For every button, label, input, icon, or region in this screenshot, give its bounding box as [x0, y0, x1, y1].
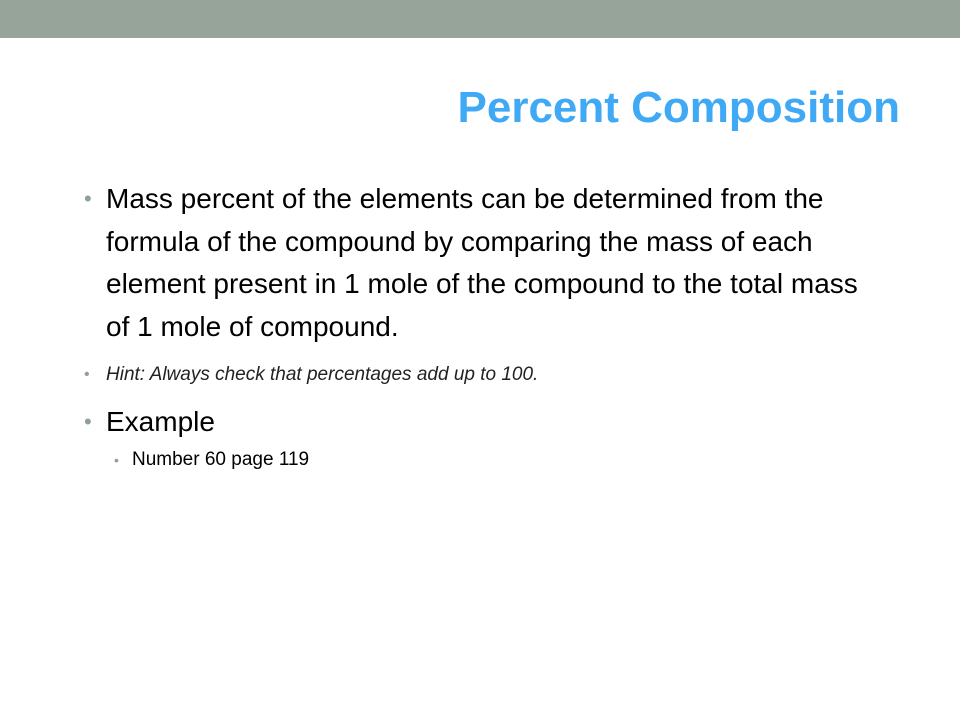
bullet-mass-percent: • Mass percent of the elements can be determined from the formula of the compound by comparing the mass of each element present in 1 mole of the compound to the total mass of 1 mole of compound.: [84, 178, 884, 348]
top-accent-bar: [0, 0, 960, 38]
bullet-example: • Example: [84, 402, 884, 442]
bullet-hint: • Hint: Always check that percentages add up to 100.: [84, 362, 884, 388]
bullet-list: [84, 178, 884, 472]
slide-title: Percent Composition: [457, 83, 900, 132]
sub-bullet-example-reference: • Number 60 page 119: [114, 448, 884, 472]
